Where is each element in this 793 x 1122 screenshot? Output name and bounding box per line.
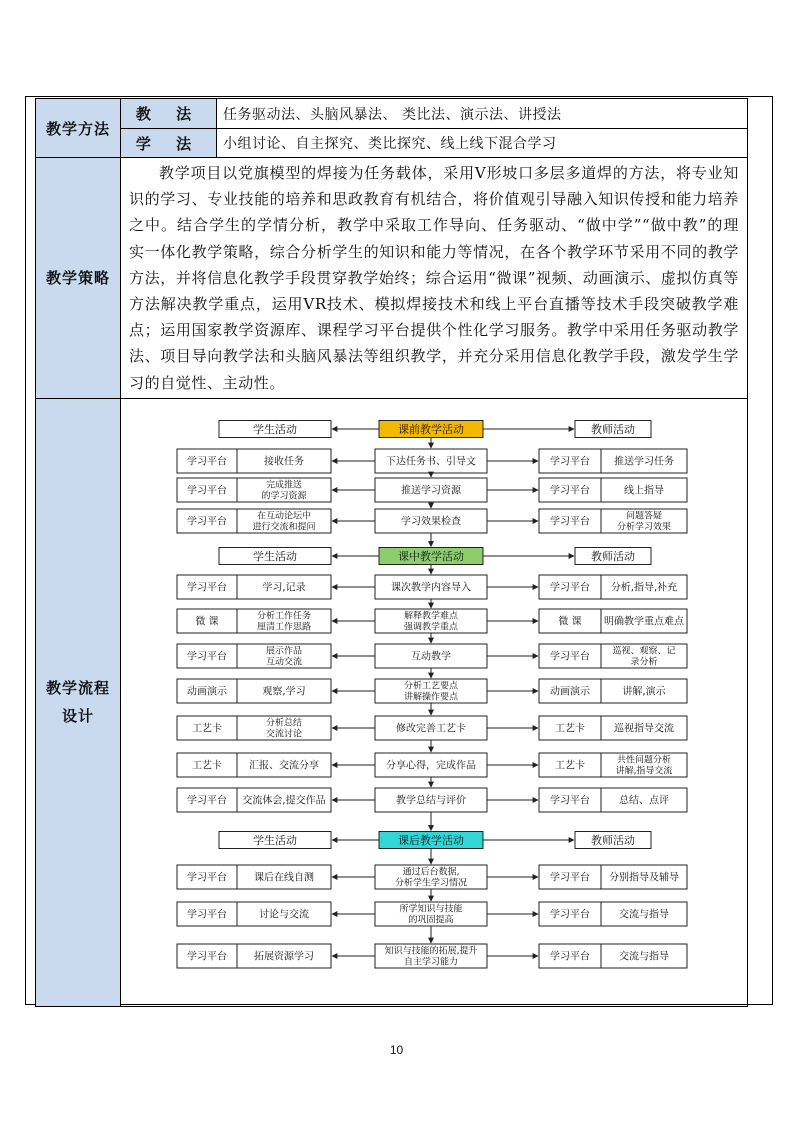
teach-method-label: 教 法 — [121, 99, 217, 129]
teacher-platform-label: 微 课 — [558, 616, 582, 628]
student-activity-item: 在互动论坛中进行交流和提问 — [252, 511, 316, 533]
student-platform-label: 动画演示 — [187, 686, 227, 698]
teacher-activity-label: 教师活动 — [591, 422, 635, 436]
teacher-activity-item: 问题答疑分析学习效果 — [616, 511, 672, 533]
student-activity-label: 学生活动 — [253, 833, 297, 847]
center-step-label: 知识与技能的拓展,提升自主学习能力 — [384, 946, 478, 968]
student-activity-item: 汇报、交流分享 — [249, 760, 319, 772]
teaching-flow-header-line2: 设计 — [61, 707, 94, 726]
teacher-platform-label: 学习平台 — [550, 872, 590, 884]
teaching-method-header: 教学方法 — [36, 99, 121, 158]
teacher-activity-item: 分析,指导,补充 — [610, 582, 678, 594]
top-rule — [25, 96, 773, 97]
center-step-label: 推送学习资源 — [401, 485, 461, 497]
teacher-platform-label: 学习平台 — [550, 456, 590, 468]
teaching-flow-header-line1: 教学流程 — [45, 679, 110, 698]
student-platform-label: 学习平台 — [187, 909, 227, 921]
teacher-platform-label: 学习平台 — [550, 582, 590, 594]
teacher-activity-item: 巡视指导交流 — [614, 723, 674, 735]
center-step-label: 所学知识与技能的巩固提高 — [399, 904, 463, 926]
student-activity-item: 讨论与交流 — [259, 909, 309, 921]
student-platform-label: 学习平台 — [187, 872, 227, 884]
teacher-platform-label: 动画演示 — [550, 686, 590, 698]
teacher-platform-label: 工艺卡 — [555, 760, 585, 772]
teacher-activity-item: 推送学习任务 — [614, 456, 674, 468]
center-step-label: 互动教学 — [411, 651, 451, 663]
teaching-flow-header — [36, 398, 121, 1006]
teacher-platform-label: 学习平台 — [550, 951, 590, 963]
teacher-activity-item: 共性问题分析讲解,指导交流 — [615, 755, 673, 777]
student-activity-item: 观察,学习 — [262, 686, 306, 698]
student-activity-item: 分析总结交流讨论 — [265, 718, 303, 740]
stage-label: 课前教学活动 — [398, 422, 464, 436]
frame-left-border — [25, 96, 26, 1004]
student-platform-label: 学习平台 — [187, 516, 227, 528]
teacher-activity-item: 明确教学重点难点 — [604, 616, 684, 628]
teacher-activity-item: 巡视、观察、记录分析 — [612, 646, 676, 668]
strategy-row — [36, 158, 748, 399]
student-activity-item: 交流体会,提交作品 — [242, 795, 326, 807]
teacher-activity-item: 分别指导及辅导 — [609, 872, 679, 884]
center-step-label: 修改完善工艺卡 — [396, 723, 466, 735]
student-platform-label: 学习平台 — [187, 651, 227, 663]
student-platform-label: 学习平台 — [187, 582, 227, 594]
teacher-platform-label: 学习平台 — [550, 485, 590, 497]
center-step-label: 学习效果检查 — [401, 516, 461, 528]
student-platform-label: 学习平台 — [187, 485, 227, 497]
teaching-strategy-text: 教学项目以党旗模型的焊接为任务载体，采用V形坡口多层多道焊的方法，将专业知识的学习、专业技能的培养和思政教育有机结合，将价值观引导融入知识传授和能力培养之中。结合学生的学情分析，教学中采取工作导向、任务驱动、“做中学”“做中教”的理实一体化教学策略，综合分析学生的知识和能力等情况，在各个教学环节采用不同的教学方法，并将信息化教学手段贯穿教学始终；综合运用“微课”视频、动画演示、虚拟仿真等方法解决教学重点，运用VR技术、模拟焊接技术和线上平台直播等技术手段突破教学难点；运用国家教学资源库、课程学习平台提供个性化学习服务。教学中采用任务驱动教学法、项目导向教学法和头脑风暴法等组织教学，并充分采用信息化教学手段，激发学生学习的自觉性、主动性。 — [121, 158, 748, 399]
learn-method-value: 小组讨论、自主探究、类比探究、线上线下混合学习 — [217, 129, 748, 158]
student-platform-label: 学习平台 — [187, 456, 227, 468]
student-platform-label: 学习平台 — [187, 795, 227, 807]
student-platform-label: 工艺卡 — [192, 723, 222, 735]
student-activity-label: 学生活动 — [253, 422, 297, 436]
center-step-label: 分析工艺要点讲解操作要点 — [403, 681, 459, 703]
center-step-label: 课次教学内容导入 — [391, 582, 471, 594]
teacher-platform-label: 学习平台 — [550, 909, 590, 921]
student-platform-label: 工艺卡 — [192, 760, 222, 772]
lesson-plan-table — [35, 98, 748, 1007]
teaching-flow-diagram — [121, 399, 747, 1002]
teacher-platform-label: 工艺卡 — [555, 723, 585, 735]
teach-method-value: 任务驱动法、头脑风暴法、 类比法、演示法、讲授法 — [217, 99, 748, 129]
teacher-activity-label: 教师活动 — [591, 549, 635, 563]
student-activity-item: 接收任务 — [264, 456, 304, 468]
center-step-label: 分享心得，完成作品 — [386, 760, 476, 772]
student-activity-item: 课后在线自测 — [254, 872, 314, 884]
student-activity-item: 展示作品互动交流 — [265, 646, 303, 668]
center-step-label: 解释教学难点强调教学重点 — [403, 611, 459, 633]
page-number: 10 — [389, 1043, 404, 1057]
teacher-activity-item: 交流与指导 — [619, 909, 669, 921]
teacher-platform-label: 学习平台 — [550, 795, 590, 807]
student-platform-label: 学习平台 — [187, 951, 227, 963]
student-activity-item: 分析工作任务厘清工作思路 — [256, 611, 312, 633]
teaching-strategy-header: 教学策略 — [36, 158, 121, 399]
stage-label: 课后教学活动 — [398, 833, 464, 847]
method-teach-row — [36, 99, 748, 129]
teaching-flow-cell — [121, 398, 748, 1006]
student-activity-item: 完成推送的学习资源 — [261, 480, 307, 502]
student-platform-label: 微 课 — [195, 616, 219, 628]
student-activity-label: 学生活动 — [253, 549, 297, 563]
frame-right-border — [772, 96, 773, 1004]
student-activity-item: 拓展资源学习 — [254, 951, 314, 963]
teacher-activity-item: 线上指导 — [624, 485, 664, 497]
center-step-label: 通过后台数据,分析学生学习情况 — [394, 867, 468, 889]
teacher-platform-label: 学习平台 — [550, 516, 590, 528]
teacher-platform-label: 学习平台 — [550, 651, 590, 663]
teacher-activity-item: 讲解,演示 — [622, 686, 666, 698]
learn-method-label: 学 法 — [121, 129, 217, 158]
center-step-label: 下达任务书、引导文 — [386, 456, 476, 468]
student-activity-item: 学习,记录 — [262, 582, 306, 594]
method-learn-row — [36, 129, 748, 158]
teacher-activity-item: 交流与指导 — [619, 951, 669, 963]
stage-label: 课中教学活动 — [398, 549, 464, 563]
teacher-activity-label: 教师活动 — [591, 833, 635, 847]
flow-row — [36, 398, 748, 1006]
center-step-label: 教学总结与评价 — [396, 795, 466, 807]
teacher-activity-item: 总结、点评 — [619, 795, 669, 807]
